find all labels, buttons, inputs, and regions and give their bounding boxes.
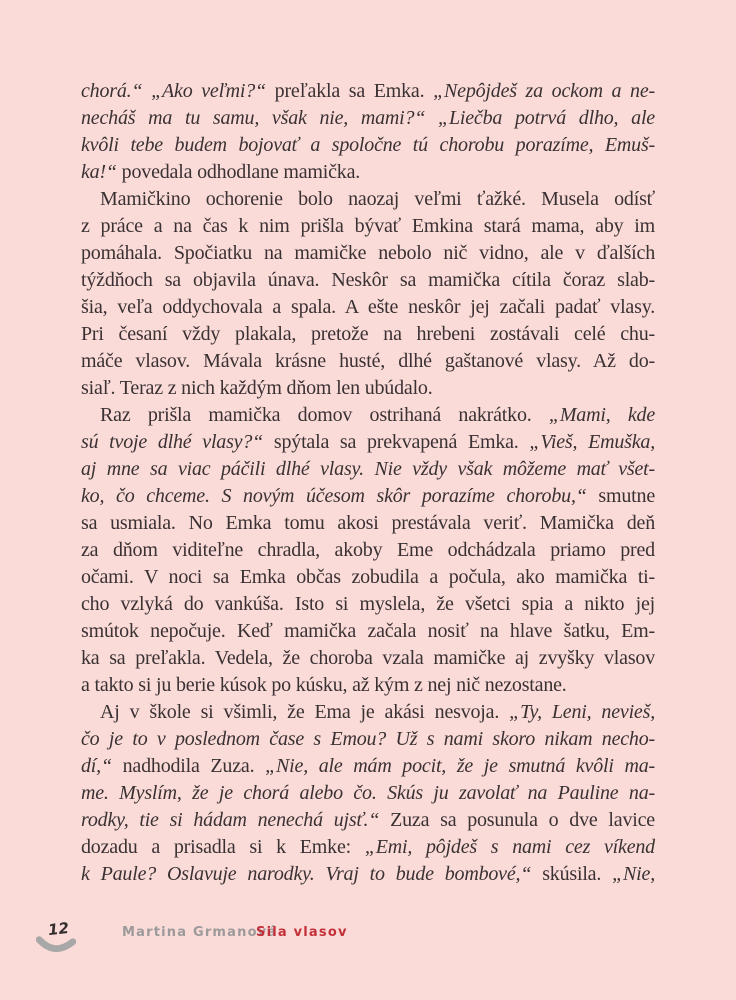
italic-text-segment: me. Myslím, že je chorá alebo čo. Skús ju zavolať na Pauline na- [81, 782, 655, 804]
italic-text-segment: kvôli tebe budem bojovať a spoločne tú chorobu porazíme, Emuš- [81, 134, 655, 156]
text-segment: Raz prišla mamička domov ostrihaná nakrátko. [100, 404, 549, 426]
text-line [81, 834, 655, 861]
text-line [81, 564, 655, 591]
text-line [81, 726, 655, 753]
text-line [81, 321, 655, 348]
text-segment: preľakla sa Emka. [265, 80, 434, 102]
text-segment: za dňom viditeľne chradla, akoby Eme odchádzala priamo pred [81, 539, 655, 561]
text-line [81, 294, 655, 321]
smile-arc-icon [36, 936, 76, 956]
text-line [81, 78, 655, 105]
text-segment: očami. V noci sa Emka občas zobudila a počula, ako mamička ti- [81, 566, 655, 588]
text-segment: máče vlasov. Mávala krásne husté, dlhé gaštanové vlasy. Až do- [81, 350, 655, 372]
text-line [81, 672, 655, 699]
text-segment: a takto si ju berie kúsok po kúsku, až kým z nej nič nezostane. [81, 674, 567, 696]
text-line [81, 132, 655, 159]
text-line [81, 699, 655, 726]
text-segment: sa usmiala. No Emka tomu akosi prestávala veriť. Mamička deň [81, 512, 655, 534]
italic-text-segment: ko, čo chceme. S novým účesom skôr porazíme chorobu,“ [81, 485, 587, 507]
text-segment: Pri česaní vždy plakala, pretože na hrebeni zostávali celé chu- [81, 323, 655, 345]
italic-text-segment: ka!“ [81, 161, 117, 183]
text-line [81, 807, 655, 834]
text-line [81, 429, 655, 456]
text-line [81, 537, 655, 564]
text-line [81, 213, 655, 240]
text-line [81, 348, 655, 375]
text-segment: cho vzlyká do vankúša. Isto si myslela, že všetci spia a nikto jej [81, 593, 655, 615]
text-segment: Mamičkino ochorenie bolo naozaj veľmi ťažké. Musela odísť [100, 188, 655, 210]
text-line [81, 267, 655, 294]
text-line [81, 645, 655, 672]
text-segment: týždňoch sa objavila únava. Neskôr sa mamička cítila čoraz slab- [81, 269, 655, 291]
text-segment: smutne [586, 485, 655, 507]
footer-book-title: Sila vlasov [256, 925, 348, 940]
italic-text-segment: „Nie, [612, 863, 655, 885]
text-line [81, 159, 655, 186]
italic-text-segment: „Mami, kde [548, 404, 655, 426]
italic-text-segment: dí,“ [81, 755, 112, 777]
text-segment: smútok nepočuje. Keď mamička začala nosiť na hlave šatku, Em- [81, 620, 655, 642]
italic-text-segment: chorá.“ „Ako veľmi?“ [81, 80, 266, 102]
text-segment: ka sa preľakla. Vedela, že choroba vzala mamičke aj zvyšky vlasov [81, 647, 655, 669]
italic-text-segment: „Nie, ale mám pocit, že je smutná kvôli ma- [265, 755, 655, 777]
text-segment: pomáhala. Spočiatku na mamičke nebolo nič vidno, ale v ďalších [81, 242, 655, 264]
text-segment: siaľ. Teraz z nich každým dňom len ubúdalo. [81, 377, 433, 399]
italic-text-segment: „Vieš, Emuška, [529, 431, 655, 453]
italic-text-segment: aj mne sa viac páčili dlhé vlasy. Nie vždy však môžeme mať všet- [81, 458, 655, 480]
italic-text-segment: k Paule? Oslavuje narodky. Vraj to bude bombové,“ [81, 863, 532, 885]
italic-text-segment: sú tvoje dlhé vlasy?“ [81, 431, 264, 453]
text-segment: nadhodila Zuza. [111, 755, 266, 777]
text-segment: šia, veľa oddychovala a spala. A ešte neskôr jej začali padať vlasy. [81, 296, 655, 318]
text-line [81, 402, 655, 429]
text-segment: spýtala sa prekvapená Emka. [263, 431, 530, 453]
text-segment: povedala odhodlane mamička. [116, 161, 361, 183]
page-text [81, 78, 655, 888]
text-segment: Aj v škole si všimli, že Ema je akási nesvoja. [100, 701, 510, 723]
italic-text-segment: necháš ma tu samu, však nie, mami?“ „Liečba potrvá dlho, ale [81, 107, 655, 129]
text-line [81, 861, 655, 888]
page-number: 12 [47, 918, 70, 940]
text-line [81, 456, 655, 483]
text-segment: z práce a na čas k nim prišla bývať Emkina stará mama, aby im [81, 215, 655, 237]
italic-text-segment: „Ty, Leni, nevieš, [509, 701, 655, 723]
text-line [81, 375, 655, 402]
text-line [81, 483, 655, 510]
italic-text-segment: „Emi, pôjdeš s nami cez víkend [364, 836, 655, 858]
text-line [81, 618, 655, 645]
italic-text-segment: čo je to v poslednom čase s Emou? Už s nami skoro nikam necho- [81, 728, 655, 750]
text-line [81, 753, 655, 780]
italic-text-segment: „Nepôjdeš za ockom a ne- [433, 80, 655, 102]
text-line [81, 105, 655, 132]
text-line [81, 186, 655, 213]
text-line [81, 591, 655, 618]
text-line [81, 240, 655, 267]
text-segment: Zuza sa posunula o dve lavice [379, 809, 655, 831]
text-line [81, 780, 655, 807]
footer-author: Martina Grmanová [122, 925, 278, 940]
text-segment: dozadu a prisadla si k Emke: [81, 836, 365, 858]
text-segment: skúsila. [531, 863, 613, 885]
text-line [81, 510, 655, 537]
italic-text-segment: rodky, tie si hádam nenechá ujsť.“ [81, 809, 380, 831]
